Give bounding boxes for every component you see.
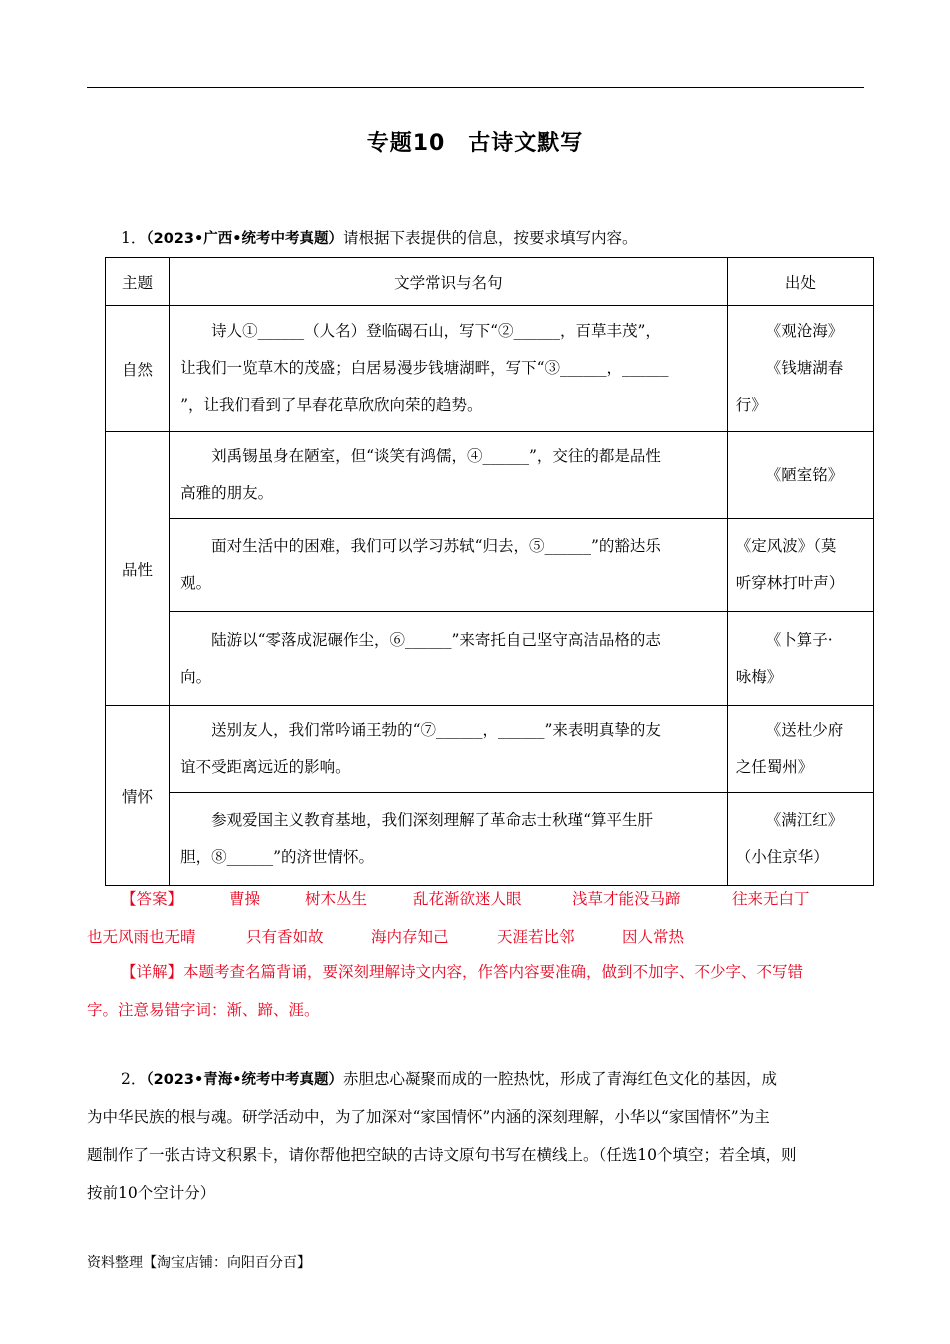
answer-item: 海内存知己 <box>371 928 449 946</box>
detail-label: 【详解】 <box>121 963 184 981</box>
answer-item: 乱花渐欲迷人眼 <box>413 890 522 908</box>
footer-text: 资料整理【淘宝店铺：向阳百分百】 <box>87 1255 311 1271</box>
content-line: 参观爱国主义教育基地，我们深刻理解了革命志士秋瑾“算平生肝 <box>211 811 654 829</box>
source-line: 行》 <box>735 396 767 414</box>
table-row <box>106 306 874 432</box>
info-table <box>105 257 874 886</box>
table-row <box>106 519 874 612</box>
source-line: 之任蜀州》 <box>735 758 814 776</box>
question-2-text: 赤胆忠心凝聚而成的一腔热忱，形成了青海红色文化的基因，成 <box>343 1070 778 1088</box>
content-line: 观。 <box>180 574 212 592</box>
source-cell <box>727 306 873 432</box>
source-line: 《观沧海》 <box>765 322 844 340</box>
topic-cell: 品性 <box>106 432 170 706</box>
content-line: 面对生活中的困难，我们可以学习苏轼“归去，⑤______”的豁达乐 <box>211 537 661 555</box>
content-line: 向。 <box>180 667 212 686</box>
content-line: 高雅的朋友。 <box>180 484 274 502</box>
answer-label: 【答案】 <box>121 890 184 908</box>
content-cell <box>170 432 728 519</box>
content-line: 胆，⑧______”的济世情怀。 <box>180 848 375 866</box>
topic-cell: 情怀 <box>106 706 170 886</box>
header-rule <box>87 87 864 88</box>
source-line: 《陋室铭》 <box>765 465 844 484</box>
header-topic: 主题 <box>106 258 170 306</box>
source-line: 《卜算子· <box>765 630 833 649</box>
question-2-line: 按前10个空计分） <box>87 1184 216 1202</box>
answer-item: 往来无白丁 <box>732 890 810 908</box>
source-cell <box>727 612 873 706</box>
content-line: ”，让我们看到了早春花草欣欣向荣的趋势。 <box>180 396 483 414</box>
table-row <box>106 612 874 706</box>
detail-line: 字。注意易错字词：渐、蹄、涯。 <box>87 1001 320 1019</box>
question-2-header <box>121 1069 777 1090</box>
content-cell <box>170 706 728 793</box>
content-cell <box>170 612 728 706</box>
content-line: 陆游以“零落成泥碾作尘，⑥______”来寄托自己坚守高洁品格的志 <box>211 630 661 649</box>
page-title: 专题10 古诗文默写 <box>366 131 584 156</box>
source-line: （小住京华） <box>735 848 829 866</box>
answer-item: 只有香如故 <box>246 928 324 946</box>
source-line: 听穿林打叶声） <box>735 574 845 592</box>
question-1-prompt: 请根据下表提供的信息，按要求填写内容。 <box>343 229 638 247</box>
source-line: 《定风波》（莫 <box>735 537 837 555</box>
answer-item: 曹操 <box>229 890 261 908</box>
header-source: 出处 <box>727 258 873 306</box>
answer-item: 浅草才能没马蹄 <box>572 890 681 908</box>
source-cell <box>727 519 873 612</box>
question-2-line: 题制作了一张古诗文积累卡，请你帮他把空缺的古诗文原句书写在横线上。（任选10个填空；若全填，则 <box>87 1146 797 1164</box>
table-row <box>106 706 874 793</box>
answer-item: 也无风雨也无晴 <box>87 928 196 946</box>
content-line: 送别友人，我们常吟诵王勃的“⑦______，______”来表明真挚的友 <box>211 721 661 739</box>
answer-item: 树木丛生 <box>305 890 368 908</box>
answer-item: 天涯若比邻 <box>497 928 575 946</box>
content-cell <box>170 519 728 612</box>
source-cell <box>727 432 873 519</box>
source-line: 《满江红》 <box>765 811 844 829</box>
table-row <box>106 432 874 519</box>
source-line: 咏梅》 <box>735 667 783 686</box>
table-header-row <box>106 258 874 306</box>
content-line: 让我们一览草木的茂盛；白居易漫步钱塘湖畔，写下“③______，______ <box>180 359 669 377</box>
content-line: 谊不受距离远近的影响。 <box>180 758 351 776</box>
table-row <box>106 793 874 886</box>
content-line: 诗人①______（人名）登临碣石山，写下“②______，百草丰茂”， <box>211 322 661 340</box>
source-cell <box>727 706 873 793</box>
question-1-header <box>121 228 638 249</box>
content-cell <box>170 793 728 886</box>
question-2-source: （2023•青海•统考中考真题） <box>146 1072 344 1088</box>
source-line: 《送杜少府 <box>765 721 844 739</box>
answer-item: 因人常热 <box>622 928 685 946</box>
topic-cell: 自然 <box>106 306 170 432</box>
content-cell <box>170 306 728 432</box>
source-cell <box>727 793 873 886</box>
question-2-line: 为中华民族的根与魂。研学活动中，为了加深对“家国情怀”内涵的深刻理解，小华以“家国情怀”为主 <box>87 1108 770 1126</box>
header-content: 文学常识与名句 <box>170 258 728 306</box>
detail-line <box>121 962 803 982</box>
question-2-number: 2． <box>121 1070 147 1088</box>
question-1-source: （2023•广西•统考中考真题） <box>146 231 344 247</box>
content-line: 刘禹锡虽身在陋室，但“谈笑有鸿儒，④______”，交往的都是品性 <box>211 447 661 465</box>
detail-text: 本题考查名篇背诵，要深刻理解诗文内容，作答内容要准确，做到不加字、不少字、不写错 <box>183 963 804 981</box>
source-line: 《钱塘湖春 <box>765 359 844 377</box>
question-1-number: 1． <box>121 229 147 247</box>
